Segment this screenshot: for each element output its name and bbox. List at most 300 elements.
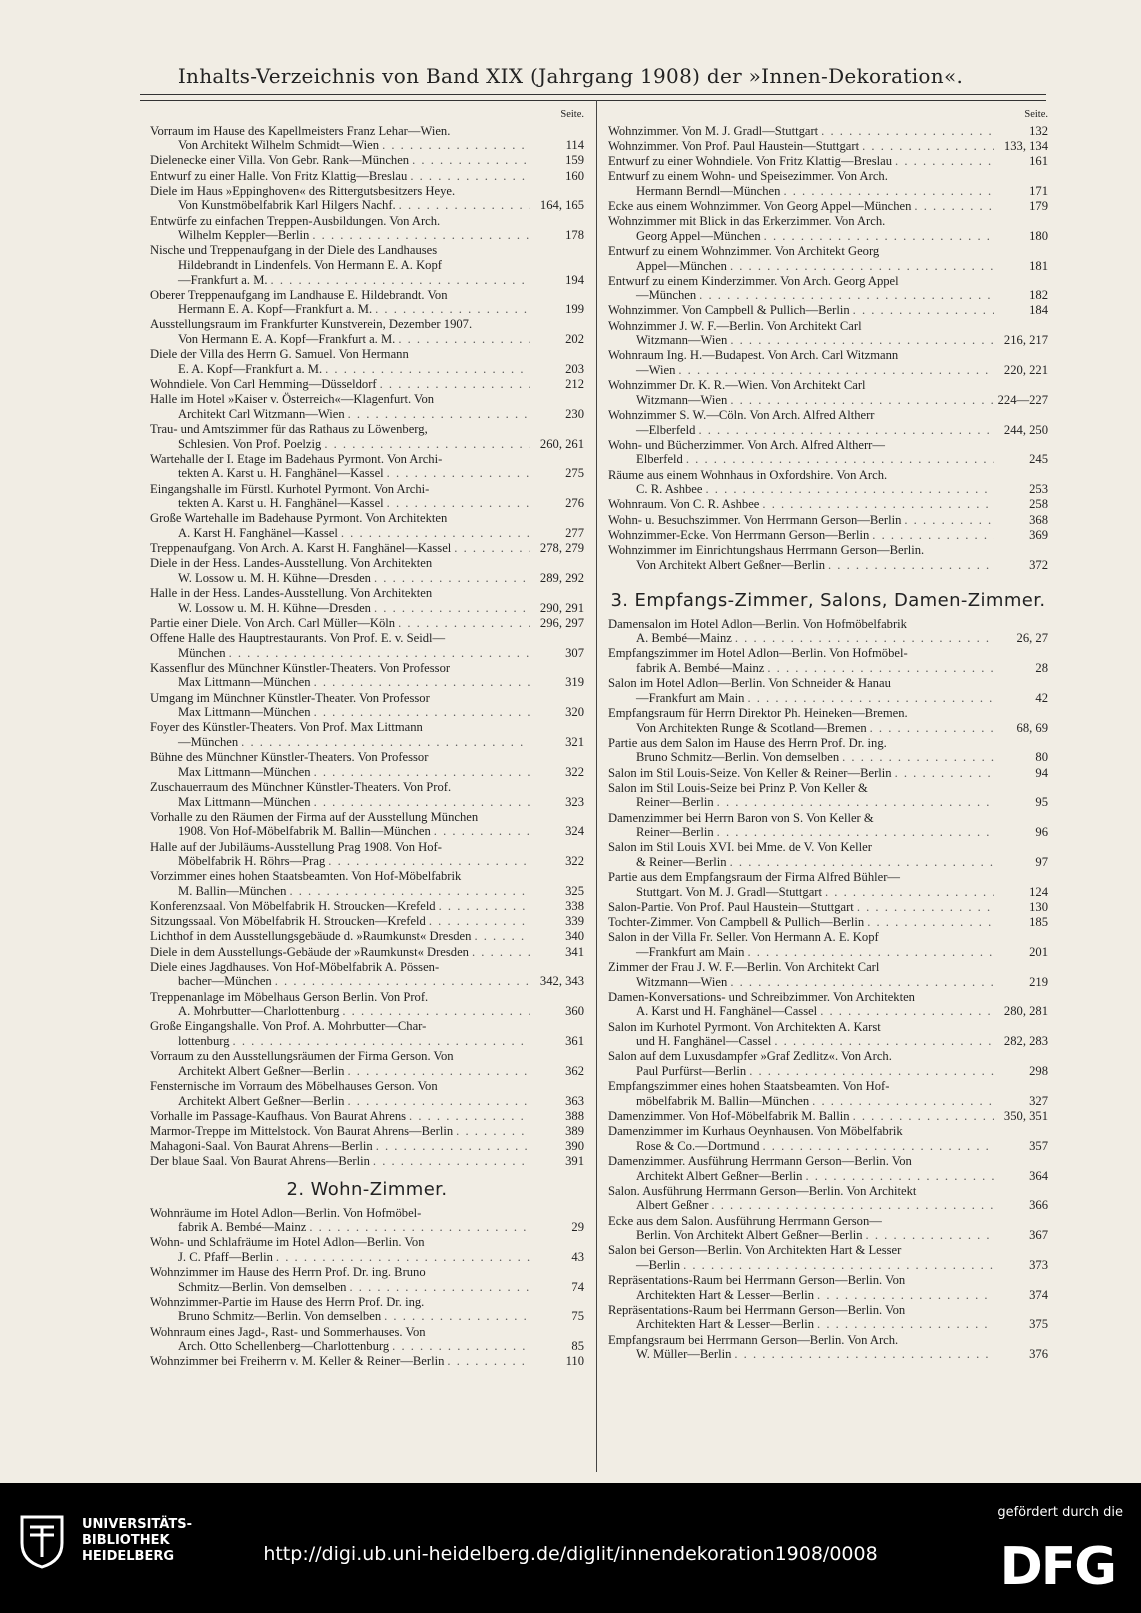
entry-final-line [150, 377, 584, 392]
entry-final-line [608, 288, 1048, 303]
index-entry [608, 1214, 1048, 1243]
entry-text: Mahagoni-Saal. Von Baurat Ahrens—Berlin [150, 1139, 373, 1154]
entry-final-line [608, 1064, 1048, 1079]
leader-dots [760, 1139, 995, 1154]
entry-line: Empfangsraum bei Herrmann Gerson—Berlin. Von Arch. [608, 1332, 899, 1347]
index-entry [150, 124, 584, 153]
entry-text: Witzmann—Wien [636, 333, 728, 348]
leader-dots [854, 900, 994, 915]
entry-line: Diele eines Jagdhauses. Von Hof-Möbelfabrik A. Pössen- [150, 959, 440, 974]
leader-dots [869, 528, 994, 543]
entry-text: & Reiner—Berlin [636, 854, 727, 869]
index-entry [150, 899, 584, 914]
leader-dots [708, 1198, 994, 1213]
entry-line: Diele im Haus »Eppinghoven« des Rittergutsbesitzers Heye. [150, 183, 456, 198]
leader-dots [409, 153, 530, 168]
leader-dots [453, 1124, 530, 1139]
entry-final-line [608, 423, 1048, 438]
entry-final-line [608, 825, 1048, 840]
leader-dots [771, 1034, 994, 1049]
entry-text: Von Kunstmöbelfabrik Karl Hilgers Nachf. [178, 198, 396, 213]
index-entry [150, 452, 584, 481]
entry-text: Partie einer Diele. Von Arch. Carl Müller—Köln [150, 615, 396, 630]
index-entry [608, 139, 1048, 154]
leader-dots [892, 154, 994, 169]
entry-final-line [150, 138, 584, 153]
entry-text: Max Littmann—München [178, 705, 311, 720]
entry-line: Foyer des Künstler-Theaters. Von Prof. Max Littmann [150, 720, 423, 735]
page-number: 75 [571, 1309, 584, 1324]
entry-final-line [608, 1109, 1048, 1124]
entry-final-line [150, 362, 584, 377]
entry-text: Architekt Carl Witzmann—Wien [178, 406, 345, 421]
entry-text: Architekten Hart & Lesser—Berlin [636, 1287, 815, 1302]
page-number: 376 [1029, 1347, 1048, 1362]
entry-final-line [150, 541, 584, 556]
entry-line: Wohnzimmer S. W.—Cöln. Von Arch. Alfred Altherr [608, 408, 875, 422]
leader-dots [471, 929, 530, 944]
leader-dots [371, 601, 530, 616]
entry-line: Salon bei Gerson—Berlin. Von Architekten Hart & Lesser [608, 1243, 902, 1258]
page-number: 95 [1035, 795, 1048, 810]
entry-final-line [150, 1309, 584, 1324]
entry-final-line [608, 1004, 1048, 1019]
header-rule [140, 94, 1046, 95]
leader-dots [451, 541, 530, 556]
page-number: 290, 291 [539, 600, 584, 615]
entry-final-line [150, 735, 584, 750]
page-number: 132 [1029, 123, 1048, 138]
index-entry [150, 1265, 584, 1294]
index-entry [608, 990, 1048, 1019]
leader-dots [714, 825, 994, 840]
entry-final-line [608, 139, 1048, 154]
entry-line: Fensternische im Vorraum des Möbelhauses Gerson. Von [150, 1078, 438, 1093]
right-entries [608, 124, 1048, 573]
entry-text: Wilhelm Keppler—Berlin [178, 228, 310, 243]
entry-final-line [608, 1317, 1048, 1332]
entry-text: Max Littmann—München [178, 675, 311, 690]
entry-final-line [608, 184, 1048, 199]
entry-line: Eingangshalle im Fürstl. Kurhotel Pyrmont. Von Archi- [150, 481, 430, 496]
entry-text: tekten A. Karst u. H. Fanghänel—Kassel [178, 496, 384, 511]
leader-dots [864, 915, 994, 930]
index-entry [150, 317, 584, 346]
index-entry [150, 1109, 584, 1124]
page-number: 320 [565, 705, 584, 720]
entry-line: Kassenflur des Münchner Künstler-Theaters. Von Professor [150, 660, 451, 675]
entry-line: Bühne des Münchner Künstler-Theaters. Von Professor [150, 750, 429, 765]
entry-text: A. Mohrbutter—Charlottenburg [178, 1004, 340, 1019]
leader-dots [311, 705, 530, 720]
left-column [150, 108, 584, 1370]
leader-dots [863, 1228, 994, 1243]
entry-text: Sitzungssaal. Von Möbelfabrik H. Stroucken—Krefeld [150, 914, 426, 929]
leader-dots [384, 466, 530, 481]
index-entry [608, 438, 1048, 467]
leader-dots [696, 288, 994, 303]
entry-line: Wartehalle der I. Etage im Badehaus Pyrmont. Von Archi- [150, 451, 443, 466]
index-entry [608, 781, 1048, 810]
page-number: 276 [565, 496, 584, 511]
index-entry [150, 347, 584, 376]
leader-dots [395, 616, 530, 631]
leader-dots [469, 945, 530, 960]
entry-line: Große Wartehalle im Badehause Pyrmont. Von Architekten [150, 511, 448, 526]
index-entry [150, 631, 584, 660]
entry-final-line [608, 945, 1048, 960]
page-number: 258 [1029, 497, 1048, 512]
footer-bar [0, 1483, 1141, 1613]
page-number: 245 [1029, 452, 1048, 467]
page-number: 341 [565, 944, 584, 959]
entry-line: Wohnraum Ing. H.—Budapest. Von Arch. Carl Witzmann [608, 348, 899, 363]
entry-text: Wohndiele. Von Carl Hemming—Düsseldorf [150, 377, 377, 392]
entry-final-line [150, 601, 584, 616]
entry-line: Wohnzimmer im Einrichtungshaus Herrmann Gerson—Berlin. [608, 542, 925, 557]
entry-line: Große Eingangshalle. Von Prof. A. Mohrbutter—Char- [150, 1019, 427, 1034]
entry-text: Max Littmann—München [178, 794, 311, 809]
section-heading: 2. Wohn-Zimmer. [286, 1178, 448, 1200]
page-number: 74 [571, 1279, 584, 1294]
index-entry [150, 556, 584, 585]
page-number: 362 [565, 1063, 584, 1078]
leader-dots [727, 975, 994, 990]
page-number: 361 [565, 1034, 584, 1048]
index-entry [608, 1020, 1048, 1049]
entry-line: Salon im Stil Louis XVI. bei Mme. de V. Von Keller [608, 840, 872, 855]
entry-text: 1908. Von Hof-Möbelfabrik M. Ballin—München [178, 824, 431, 839]
leader-dots [911, 199, 994, 214]
index-entry [608, 1243, 1048, 1272]
page-number: 230 [565, 406, 584, 421]
entry-line: Salon im Stil Louis-Seize bei Prinz P. Von Keller & [608, 780, 868, 795]
index-entry [150, 377, 584, 392]
page-number: 360 [565, 1004, 584, 1019]
entry-final-line [150, 646, 584, 661]
index-entry [608, 169, 1048, 198]
entry-final-line [150, 332, 584, 347]
dfg-logo: DFG [999, 1537, 1115, 1597]
entry-line: Empfangszimmer eines hohen Staatsbeamten. Von Hof- [608, 1079, 890, 1094]
entry-line: Vorraum im Hause des Kapellmeisters Franz Lehar—Wien. [150, 123, 451, 138]
entry-text: —Frankfurt am Main [636, 690, 745, 705]
page-number: 171 [1029, 183, 1048, 198]
page-number: 367 [1029, 1228, 1048, 1243]
entry-text: Witzmann—Wien [636, 392, 728, 407]
entry-line: Halle in der Hess. Landes-Ausstellung. Von Architekten [150, 586, 433, 601]
index-entry [608, 811, 1048, 840]
entry-text: Elberfeld [636, 452, 683, 467]
leader-dots [727, 259, 994, 274]
entry-final-line [150, 616, 584, 631]
index-entry [150, 1325, 584, 1354]
entry-final-line [150, 899, 584, 914]
entry-final-line [608, 229, 1048, 244]
index-entry [150, 153, 584, 168]
index-entry [150, 1235, 584, 1264]
page-number: 357 [1029, 1138, 1048, 1153]
leader-dots [426, 914, 530, 929]
page-number: 212 [565, 377, 584, 392]
entry-line: Partie aus dem Empfangsraum der Firma Alfred Bühler— [608, 870, 901, 885]
leader-dots [407, 169, 530, 184]
leader-dots [892, 766, 994, 781]
index-entry [150, 990, 584, 1019]
entry-line: Wohnräume im Hotel Adlon—Berlin. Von Hofmöbel- [150, 1205, 422, 1220]
index-entry [150, 1206, 584, 1235]
page-number: 322 [565, 854, 584, 869]
entry-final-line [608, 631, 1048, 646]
leader-dots [230, 1034, 530, 1049]
page-number: 94 [1035, 765, 1048, 780]
entry-text: J. C. Pfaff—Berlin [178, 1249, 273, 1264]
leader-dots [683, 452, 994, 467]
entry-final-line [608, 199, 1048, 214]
page-number: 298 [1029, 1064, 1048, 1078]
leader-dots [850, 303, 994, 318]
entry-final-line [608, 393, 1048, 408]
entry-text: Lichthof in dem Ausstellungsgebäude d. »Raumkunst« Dresden [150, 929, 472, 944]
entry-text: Rose & Co.—Dortmund [636, 1138, 760, 1153]
leader-dots [675, 363, 994, 378]
entry-final-line [150, 1154, 584, 1169]
entry-final-line [608, 855, 1048, 870]
entry-final-line [608, 363, 1048, 378]
entry-text: Berlin. Von Architekt Albert Geßner—Berlin [636, 1228, 863, 1243]
leader-dots [867, 721, 994, 736]
entry-line: Entwürfe zu einfachen Treppen-Ausbildungen. Von Arch. [150, 213, 441, 228]
index-entry [150, 541, 584, 556]
leader-dots [702, 482, 994, 497]
index-entry [608, 1303, 1048, 1332]
index-entry [608, 1154, 1048, 1183]
index-entry [150, 960, 584, 989]
index-entry [150, 1124, 584, 1139]
page-number: 253 [1029, 482, 1048, 497]
index-entry [608, 1184, 1048, 1213]
leader-dots [384, 496, 530, 511]
page-number: 185 [1029, 915, 1048, 930]
entry-line: Damenzimmer im Kurhaus Oeynhausen. Von Möbelfabrik [608, 1124, 903, 1139]
entry-text: Appel—München [636, 258, 727, 273]
entry-final-line [150, 302, 584, 317]
page-number: 325 [565, 883, 584, 898]
page-number: 194 [565, 272, 584, 287]
index-entry [150, 422, 584, 451]
entry-text: Reiner—Berlin [636, 825, 714, 840]
entry-line: Räume aus einem Wohnhaus in Oxfordshire. Von Arch. [608, 467, 888, 482]
entry-text: Vorhalle im Passage-Kaufhaus. Von Baurat Ahrens [150, 1108, 407, 1123]
entry-line: Ausstellungsraum im Frankfurter Kunstverein, Dezember 1907. [150, 317, 473, 332]
page-number: 159 [565, 153, 584, 168]
entry-final-line [150, 765, 584, 780]
seite-label: Seite. [1024, 109, 1048, 120]
entry-final-line [608, 885, 1048, 900]
entry-text: Von Architekt Albert Geßner—Berlin [636, 557, 825, 572]
page-number: 277 [565, 525, 584, 540]
leader-dots [306, 1220, 530, 1235]
index-entry [150, 869, 584, 898]
entry-line: Damen-Konversations- und Schreibzimmer. Von Architekten [608, 989, 915, 1004]
leader-dots [309, 228, 530, 243]
entry-line: Entwurf zu einem Kinderzimmer. Von Arch. Georg Appel [608, 273, 899, 288]
entry-final-line [608, 124, 1048, 139]
entry-line: Nische und Treppenaufgang in der Diele des Landhauses [150, 243, 438, 258]
leader-dots [809, 1094, 994, 1109]
entry-line: Wohnzimmer im Hause des Herrn Prof. Dr. ing. Bruno [150, 1265, 426, 1280]
entry-text: Der blaue Saal. Von Baurat Ahrens—Berlin [150, 1154, 370, 1169]
entry-text: Marmor-Treppe im Mittelstock. Von Baurat Ahrens—Berlin [150, 1123, 454, 1138]
page-number: 203 [565, 361, 584, 376]
entry-final-line [608, 303, 1048, 318]
source-url-link[interactable]: http://digi.ub.uni-heidelberg.de/diglit/innendekoration1908/0008 [263, 1543, 878, 1565]
entry-line: Damensalon im Hotel Adlon—Berlin. Von Hofmöbelfabrik [608, 616, 907, 631]
page-number: 364 [1029, 1168, 1048, 1183]
entry-final-line [608, 900, 1048, 915]
entry-text: und H. Fanghänel—Cassel [636, 1034, 772, 1049]
entry-line: Empfangsraum für Herrn Direktor Ph. Heineken—Bremen. [608, 706, 908, 721]
entry-text: Ecke aus einem Wohnzimmer. Von Georg Appel—München [608, 198, 912, 213]
leader-dots [396, 198, 530, 213]
entry-final-line [150, 1139, 584, 1154]
index-entry [608, 676, 1048, 705]
entry-final-line [608, 1139, 1048, 1154]
index-entry [150, 392, 584, 421]
index-entry [608, 736, 1048, 765]
right-column [608, 108, 1048, 1362]
leader-dots [802, 1169, 994, 1184]
page-number: 160 [565, 168, 584, 183]
entry-line: Hildebrandt in Lindenfels. Von Hermann E. A. Kopf [178, 257, 442, 272]
index-entry [608, 1333, 1048, 1362]
entry-text: —Berlin [636, 1257, 681, 1272]
leader-dots [744, 945, 994, 960]
index-entry [608, 408, 1048, 437]
entry-final-line [608, 795, 1048, 810]
leader-dots [321, 437, 530, 452]
page-header: Inhalts-Verzeichnis von Band XIX (Jahrgang 1908) der »Innen-Dekoration«. [177, 64, 964, 88]
entry-text: Wohnzimmer bei Freiherrn v. M. Keller & Reiner—Berlin [150, 1354, 445, 1369]
index-entry [608, 617, 1048, 646]
index-entry [150, 1354, 584, 1369]
leader-dots [714, 795, 994, 810]
entry-line: Wohnzimmer mit Blick in das Erkerzimmer. Von Arch. [608, 214, 886, 229]
leader-dots [379, 138, 530, 153]
page-number: 43 [571, 1249, 584, 1264]
page-number: 224—227 [997, 392, 1048, 407]
index-entry [608, 766, 1048, 781]
entry-final-line [608, 766, 1048, 781]
index-entry [608, 244, 1048, 273]
index-entry [150, 1019, 584, 1048]
entry-text: Treppenaufgang. Von Arch. A. Karst H. Fanghänel—Kassel [150, 541, 452, 556]
entry-final-line [608, 154, 1048, 169]
leader-dots [850, 1109, 994, 1124]
entry-line: Halle auf der Jubiläums-Ausstellung Prag 1908. Von Hof- [150, 839, 442, 854]
index-entry [608, 154, 1048, 169]
leader-dots [339, 1004, 530, 1019]
entry-text: —Frankfurt am Main [636, 944, 745, 959]
page-number: 244, 250 [1003, 422, 1048, 437]
page-number: 350, 351 [1003, 1108, 1048, 1123]
index-entry [608, 900, 1048, 915]
page-number: 26, 27 [1016, 631, 1048, 646]
entry-line: Entwurf zu einem Wohn- und Speisezimmer. Von Arch. [608, 169, 888, 184]
page-number: 220, 221 [1003, 363, 1048, 378]
entry-final-line [150, 884, 584, 899]
entry-final-line [608, 915, 1048, 930]
entry-final-line [608, 750, 1048, 765]
entry-text: Architekt Albert Geßner—Berlin [636, 1168, 803, 1183]
page-number: 199 [565, 302, 584, 317]
index-entry [150, 482, 584, 511]
entry-text: Tochter-Zimmer. Von Campbell & Pullich—Berlin [608, 915, 865, 930]
entry-text: Schmitz—Berlin. Von demselben [178, 1279, 347, 1294]
leader-dots [859, 139, 994, 154]
entry-final-line [150, 1220, 584, 1235]
page-number: 181 [1029, 258, 1048, 273]
leader-dots [825, 558, 994, 573]
page-number: 388 [565, 1108, 584, 1123]
leader-dots [727, 393, 994, 408]
index-entry [150, 214, 584, 243]
index-entry [608, 1079, 1048, 1108]
entry-text: Witzmann—Wien [636, 974, 728, 989]
entry-final-line [150, 1280, 584, 1295]
column-divider [596, 100, 597, 1472]
page-number: 182 [1029, 288, 1048, 303]
page-number: 114 [565, 138, 584, 153]
index-entry [150, 840, 584, 869]
index-entry [608, 124, 1048, 139]
entry-text: C. R. Ashbee [636, 482, 703, 497]
entry-final-line [150, 795, 584, 810]
page-number: 85 [571, 1339, 584, 1354]
leader-dots [839, 750, 994, 765]
leader-dots [731, 1347, 994, 1362]
entry-final-line [150, 437, 584, 452]
entry-final-line [608, 558, 1048, 573]
index-entry [608, 319, 1048, 348]
page-number: 202 [565, 332, 584, 347]
index-entry [150, 1154, 584, 1169]
entry-text: Wohnzimmer-Ecke. Von Herrmann Gerson—Berlin [608, 527, 870, 542]
entry-text: Entwurf zu einer Halle. Von Fritz Klattig—Breslau [150, 168, 408, 183]
entry-text: Hermann E. A. Kopf—Frankfurt a. M. [178, 302, 373, 317]
page-number: 280, 281 [1003, 1004, 1048, 1019]
index-entry [608, 378, 1048, 407]
entry-text: —München [636, 288, 697, 303]
index-entry [150, 720, 584, 749]
entry-final-line [150, 198, 584, 213]
page-number: 133, 134 [1003, 138, 1048, 153]
entry-text: Wohnraum. Von C. R. Ashbee [608, 497, 760, 512]
entry-final-line [150, 929, 584, 944]
leader-dots [238, 735, 530, 750]
page-number: 372 [1029, 557, 1048, 572]
leader-dots [272, 974, 530, 989]
leader-dots [814, 1288, 994, 1303]
leader-dots [345, 407, 530, 422]
leader-dots [431, 824, 530, 839]
page-number: 289, 292 [539, 570, 584, 585]
entry-line: Zimmer der Frau J. W. F.—Berlin. Von Architekt Carl [608, 960, 880, 975]
leader-dots [680, 1258, 994, 1273]
entry-text: A. Bembé—Mainz [636, 631, 732, 646]
index-entry [150, 691, 584, 720]
entry-line: Wohnzimmer Dr. K. R.—Wien. Von Architekt Carl [608, 378, 866, 393]
